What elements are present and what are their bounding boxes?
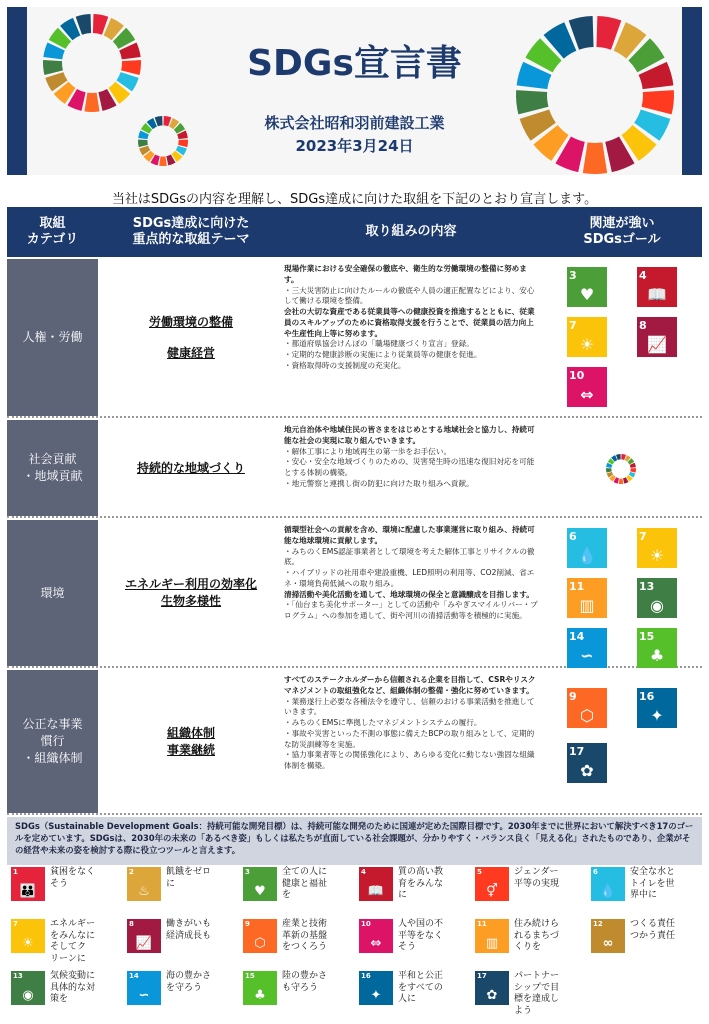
legend-item-goal-10 (359, 919, 458, 954)
sdg-goal-8-icon: 8 📈 (127, 919, 161, 953)
legend-label: 全ての人に 健康と福祉 を (282, 867, 328, 901)
content-paragraph: ・安心・安全な地域づくりのための、災害発生時の迅速な復旧対応を可能とする体制の構築。 (284, 457, 535, 478)
row-content (284, 675, 538, 772)
wheel-segment (516, 90, 548, 114)
row-themes (102, 420, 280, 516)
row-themes (102, 670, 280, 813)
sdg-goal-10-icon: 10 ⇔ (567, 367, 607, 407)
sdg-goal-15-icon: 15 ♣ (243, 971, 277, 1005)
legend-label: 飢餓をゼロ に (166, 867, 212, 889)
legend-label: 住み続けら れるまちづ くりを (514, 919, 560, 953)
content-paragraph: ・地元警察と連携し街の防犯に向けた取り組みへ貢献。 (284, 478, 474, 488)
sdg-goal-10-icon: 10 ⇔ (359, 919, 393, 953)
wheel-segment (159, 156, 167, 166)
legend-item-goal-1 (11, 867, 110, 901)
sdg-goal-7-icon: 7 ☀ (567, 317, 607, 357)
legend-item-goal-4 (359, 867, 458, 902)
table-row (7, 420, 702, 518)
legend-item-goal-5 (475, 867, 574, 901)
sdg-goal-8-icon: 8 📈 (637, 317, 677, 357)
theme-label: 組織体制 事業継続 (166, 725, 215, 757)
content-paragraph: ・みちのくEMS認証事業者として環境を考えた解体工事とリサイクルの徹底。 (284, 546, 535, 567)
sdg-goal-16-icon: 16 ✦ (359, 971, 393, 1005)
legend-item-goal-14 (127, 971, 226, 1005)
legend-label: 貧困をなく そう (50, 867, 96, 889)
legend-label: 陸の豊かさ も守ろう (282, 971, 328, 993)
header-banner (7, 7, 702, 175)
legend-item-goal-6 (591, 867, 690, 902)
legend-label: 海の豊かさ を守ろう (166, 971, 212, 993)
theme-label: 持続的な地域づくり (136, 460, 245, 475)
table-row (7, 520, 702, 668)
sdg-goal-2-icon: 2 ♨ (127, 867, 161, 901)
legend-label: 人や国の不 平等をなく そう (398, 919, 444, 953)
legend-item-goal-16 (359, 971, 458, 1006)
sdgs-description: SDGs（Sustainable Development Goals：持続可能な開発目標）は、持続可能な開発のために国連が定めた国際目標です。2030年までに世界において解決すべき17のゴールを定めています。SDGsは、2030年の未来の「あるべき姿」もしくは私たちが直面している社会課題が、分かりやすく・バランス良く「見える化」されたものであり、企業がその経営や未来の姿を検討する際に役立つツールと言えます。 (7, 817, 702, 865)
header-theme: SDGs達成に向けた 重点的な取組テーマ (132, 215, 250, 247)
sdg-goal-15-icon: 15 ♣ (637, 628, 677, 668)
sdgs-wheel-icon (605, 453, 637, 485)
row-themes (102, 259, 280, 416)
legend-item-goal-8 (127, 919, 226, 953)
theme-label: 健康経営 (166, 345, 215, 360)
sdg-goal-7-icon: 7 ☀ (637, 528, 677, 568)
sdgs-goal-legend (7, 867, 702, 1017)
content-paragraph: ・都道府県協会けんぽの「職場健康づくり宣言」登録。 (284, 339, 474, 349)
sdg-goal-11-icon: 11 ▥ (567, 578, 607, 618)
sdg-goal-17-icon: 17 ✿ (567, 743, 607, 783)
row-category: 公正な事業 慣行 ・組織体制 (7, 670, 98, 813)
sdg-goal-5-icon: 5 ⚥ (475, 867, 509, 901)
sdg-goal-4-icon: 4 📖 (637, 267, 677, 307)
sdg-goal-11-icon: 11 ▥ (475, 919, 509, 953)
legend-label: 産業と技術 革新の基盤 をつくろう (282, 919, 328, 953)
content-paragraph: ・解体工事により地域再生の第一歩をお手伝い。 (284, 446, 452, 456)
row-content (284, 425, 538, 490)
table-header (7, 207, 702, 257)
sdg-goal-14-icon: 14 ∽ (127, 971, 161, 1005)
sdg-goal-1-icon: 1 👪 (11, 867, 45, 901)
content-paragraph: ・協力事業者等との関係強化により、あらゆる変化に動じない強固な組織体制を構築。 (284, 750, 535, 771)
sdg-goal-9-icon: 9 ⬡ (567, 688, 607, 728)
company-name: 株式会社昭和羽前建設工業 (264, 114, 445, 132)
sdg-goal-14-icon: 14 ∽ (567, 628, 607, 668)
content-paragraph: 現場作業における安全確保の徹底や、衛生的な労働環境の整備に努めます。 (284, 264, 527, 284)
wheel-segment (619, 478, 624, 484)
sdg-goal-13-icon: 13 ◉ (637, 578, 677, 618)
legend-item-goal-13 (11, 971, 110, 1006)
content-paragraph: ・業務遂行上必要な各種法令を遵守し、信頼のおける事業活動を推進していきます。 (284, 696, 535, 717)
content-paragraph: すべてのステークホルダーから信頼される企業を目指して、CSRやリスクマネジメントの取組強化など、組織体制の整備・強化に努めていきます。 (284, 675, 536, 695)
row-themes (102, 520, 280, 666)
header-category: 取組 カテゴリ (26, 215, 79, 247)
content-paragraph: ・定期的な健康診断の実施により従業員等の健康を促進。 (284, 350, 482, 360)
intro-text: 当社はSDGsの内容を理解し、SDGs達成に向けた取組を下記のとおり宣言します。 (111, 192, 598, 207)
legend-label: 平和と公正 をすべての 人に (398, 971, 444, 1005)
sdg-goal-3-icon: 3 ♥ (243, 867, 277, 901)
row-goals (547, 520, 697, 666)
sdg-goal-4-icon: 4 📖 (359, 867, 393, 901)
legend-label: 安全な水と トイレを世 界中に (630, 867, 676, 901)
legend-item-goal-7 (11, 919, 110, 966)
sdg-goal-6-icon: 6 💧 (591, 867, 625, 901)
sdg-goal-3-icon: 3 ♥ (567, 267, 607, 307)
row-goals (547, 259, 697, 416)
sdg-goal-9-icon: 9 ⬡ (243, 919, 277, 953)
sdg-goal-7-icon: 7 ☀ (11, 919, 45, 953)
header-content: 取り組みの内容 (365, 223, 457, 239)
legend-item-goal-2 (127, 867, 226, 901)
content-paragraph: 清掃活動や美化活動を通して、地球環境の保全と意識醸成を目指します。 (284, 589, 534, 599)
header-goals: 関連が強い SDGsゴール (583, 215, 661, 247)
content-paragraph: ・みちのくEMSに準拠したマネジメントシステムの履行。 (284, 718, 482, 728)
content-paragraph: 会社の大切な資産である従業員等への健康投資を推進するとともに、従業員のスキルアップのために資格取得支援を行うことで、従業員の活力向上や生産性向上等に努めます。 (284, 307, 535, 338)
row-category: 社会貢献 ・地域貢献 (7, 420, 98, 516)
content-paragraph: 循環型社会への貢献を含め、環境に配慮した事業運営に取り組み、持続可能な地球環境に貢献します。 (284, 525, 535, 545)
legend-label: ジェンダー 平等の実現 (514, 867, 560, 889)
legend-item-goal-15 (243, 971, 342, 1005)
table-row (7, 670, 702, 815)
content-paragraph: 地元自治体や地域住民の皆さまをはじめとする地域社会と協力し、持続可能な社会の実現に取り組んでいきます。 (284, 425, 535, 445)
legend-label: つくる責任 つかう責任 (630, 919, 676, 941)
sdg-goal-6-icon: 6 💧 (567, 528, 607, 568)
wheel-segment (642, 90, 674, 114)
wheel-segment (630, 468, 636, 473)
legend-item-goal-9 (243, 919, 342, 954)
theme-label: エネルギー利用の効率化 生物多様性 (124, 577, 257, 608)
legend-label: エネルギー をみんなに そしてク リーンに (50, 919, 96, 965)
content-paragraph: ・三大災害防止に向けたルールの徹底や人員の適正配置などにより、安心して働ける環境を整備。 (284, 285, 535, 306)
row-content (284, 525, 538, 622)
sdg-goal-17-icon: 17 ✿ (475, 971, 509, 1005)
row-content (284, 264, 538, 372)
content-paragraph: ・ハイブリッドの社用車や建設重機、LED照明の利用等、CO2削減、省エネ・環境負荷低減への取り組み。 (284, 568, 535, 588)
legend-label: パートナー シップで目 標を達成し よう (514, 971, 560, 1017)
content-paragraph: ・資格取得時の支援制度の充実化。 (284, 361, 406, 371)
legend-item-goal-12 (591, 919, 690, 953)
sdg-goal-16-icon: 16 ✦ (637, 688, 677, 728)
legend-item-goal-11 (475, 919, 574, 954)
row-goals (547, 670, 697, 813)
wheel-segment (84, 93, 99, 112)
legend-label: 働きがいも 経済成長も (166, 919, 212, 941)
table-row (7, 259, 702, 418)
legend-item-goal-3 (243, 867, 342, 902)
content-paragraph: ・事故や災害といった不測の事態に備えたBCPの取り組みとして、定期的な防災訓練等を実施。 (284, 728, 535, 749)
legend-label: 気候変動に 具体的な対 策を (50, 971, 96, 1005)
declaration-date: 2023年3月24日 (295, 137, 414, 155)
page-title: SDGs宣言書 (247, 43, 462, 84)
row-goals (547, 420, 697, 516)
sdg-goal-13-icon: 13 ◉ (11, 971, 45, 1005)
legend-label: 質の高い教 育をみんな に (398, 867, 444, 901)
content-paragraph: ・「仙台まち美化サポーター」としての活動や「みやぎスマイルリバー・プログラム」への参加を通して、街や河川の清掃活動等を積極的に実施。 (284, 600, 538, 621)
row-category: 人権・労働 (7, 259, 98, 416)
theme-label: 労働環境の整備 (148, 314, 233, 329)
row-category: 環境 (7, 520, 98, 666)
wheel-segment (606, 468, 612, 473)
sdg-goal-12-icon: 12 ∞ (591, 919, 625, 953)
legend-item-goal-17 (475, 971, 574, 1018)
